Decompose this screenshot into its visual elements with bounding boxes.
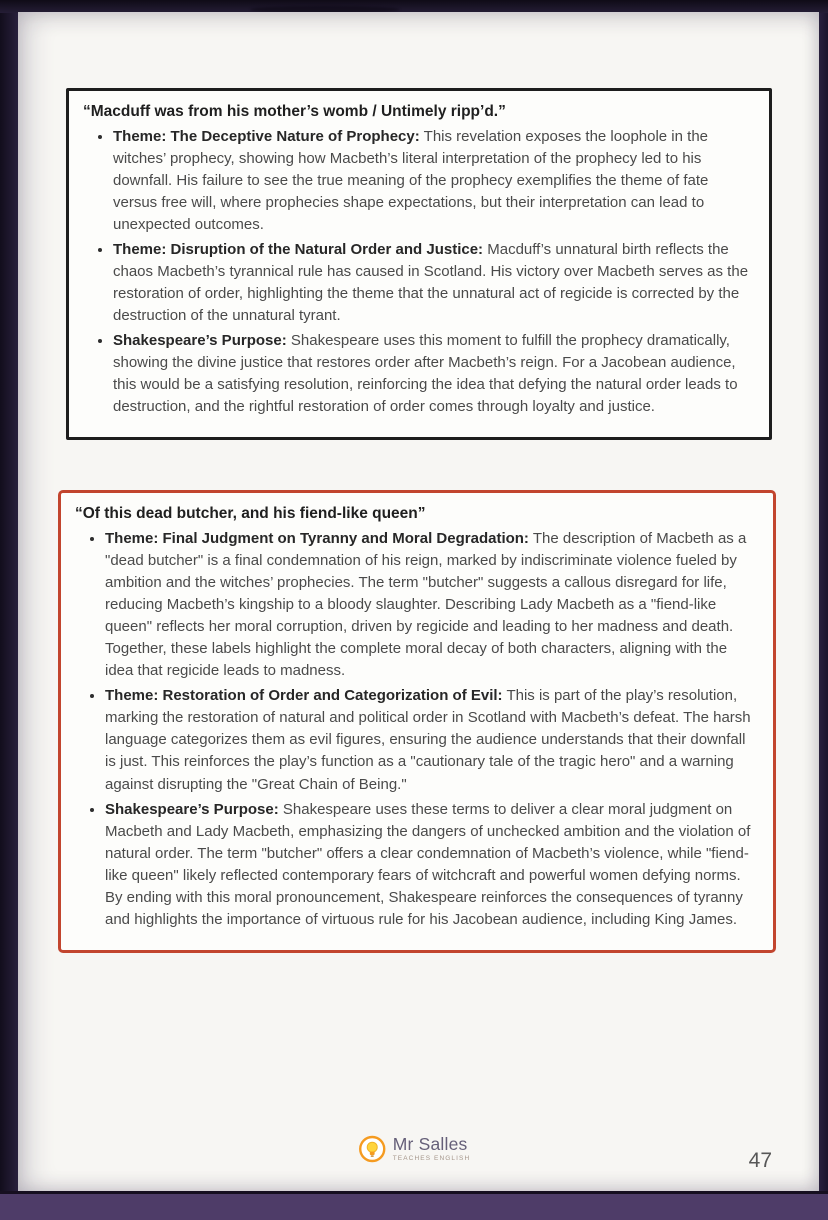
quote-box-dead-butcher (58, 490, 776, 953)
bullet-list (75, 528, 755, 931)
scan-edge-bottom (0, 1191, 828, 1220)
bullet-text: The description of Macbeth as a "dead butcher" is a final condemnation of his reign, marked by indiscriminate violence fueled by ambition and the witches’ prophecies. The term "butcher" suggests a callous disregard for life, reducing Macbeth’s kingship to a bloody slaughter. Describing Lady Macbeth as a "fiend-like queen" reflects her moral corruption, driven by regicide and leading to her madness and death. Together, these labels highlight the complete moral decay of both characters, aligning with the idea that regicide leads to madness. (105, 529, 747, 680)
bullet-item (113, 330, 751, 418)
bullet-text: Shakespeare uses this moment to fulfill the prophecy dramatically, showing the divine justice that restores order after Macbeth’s reign. For a Jacobean audience, this would be a satisfying resolution, reinforcing the idea that defying the natural order leads to destruction, and the rightful restoration of order comes through loyalty and justice. (113, 332, 738, 416)
quote-heading: “Of this dead butcher, and his fiend-like queen” (75, 505, 426, 523)
footer (18, 1133, 819, 1179)
bullet-label: Theme: The Deceptive Nature of Prophecy: (113, 127, 420, 145)
page-number: 47 (748, 1149, 772, 1172)
bullet-text: Macduff’s unnatural birth reflects the chaos Macbeth’s tyrannical rule has caused in Scotland. His victory over Macbeth serves as the restoration of order, highlighting the theme that the unnatural act of regicide is corrected by the destruction of the unnatural tyrant. (113, 240, 749, 325)
bullet-text: Shakespeare uses these terms to deliver a clear moral judgment on Macbeth and Lady Macbeth, emphasizing the dangers of unchecked ambition and the violation of natural order. The term "butcher" offers a clear condemnation of Macbeth’s violence, while "fiend-like queen" likely reflected contemporary fears of witchcraft and powerful women defying norms. By ending with this moral pronouncement, Shakespeare reinforces the consequences of tyranny and highlights the importance of virtuous rule for his Jacobean audience, including King James. (105, 800, 751, 928)
quote-box-macduff (66, 88, 772, 440)
lightbulb-icon (358, 1135, 386, 1163)
bullet-label: Theme: Final Judgment on Tyranny and Moral Degradation: (105, 529, 529, 547)
page (18, 12, 819, 1193)
bullet-item (105, 799, 755, 931)
bullet-label: Theme: Restoration of Order and Categorization of Evil: (105, 687, 503, 705)
bullet-text: This is part of the play’s resolution, marking the restoration of natural and political order in Scotland with Macbeth’s defeat. The harsh language categorizes them as evil figures, ensuring the audience understands that their downfall is just. This reinforces the play’s function as a "cautionary tale of the tragic hero" and a warning against disrupting the "Great Chain of Being." (105, 687, 751, 793)
bullet-item (113, 126, 751, 236)
brand-text (393, 1135, 471, 1162)
brand-logo (358, 1135, 471, 1163)
bullet-item (105, 528, 755, 682)
bullet-label: Shakespeare’s Purpose: (105, 800, 279, 818)
quote-heading: “Macduff was from his mother’s womb / Untimely ripp’d.” (83, 103, 506, 120)
bullet-text: This revelation exposes the loophole in the witches’ prophecy, showing how Macbeth’s literal interpretation of the prophecy led to his downfall. His failure to see the true meaning of the prophecy exemplifies the theme of fate versus free will, where prophecies shape expectations, but their interpretation can lead to unexpected outcomes. (113, 127, 709, 233)
brand-tagline: TEACHES ENGLISH (392, 1154, 471, 1162)
bullet-label: Theme: Disruption of the Natural Order and Justice: (113, 240, 484, 258)
bullet-item (113, 239, 751, 327)
bullet-item (105, 685, 755, 795)
bullet-list (83, 126, 751, 419)
brand-name: Mr Salles (392, 1134, 468, 1155)
bullet-label: Shakespeare’s Purpose: (113, 332, 287, 350)
